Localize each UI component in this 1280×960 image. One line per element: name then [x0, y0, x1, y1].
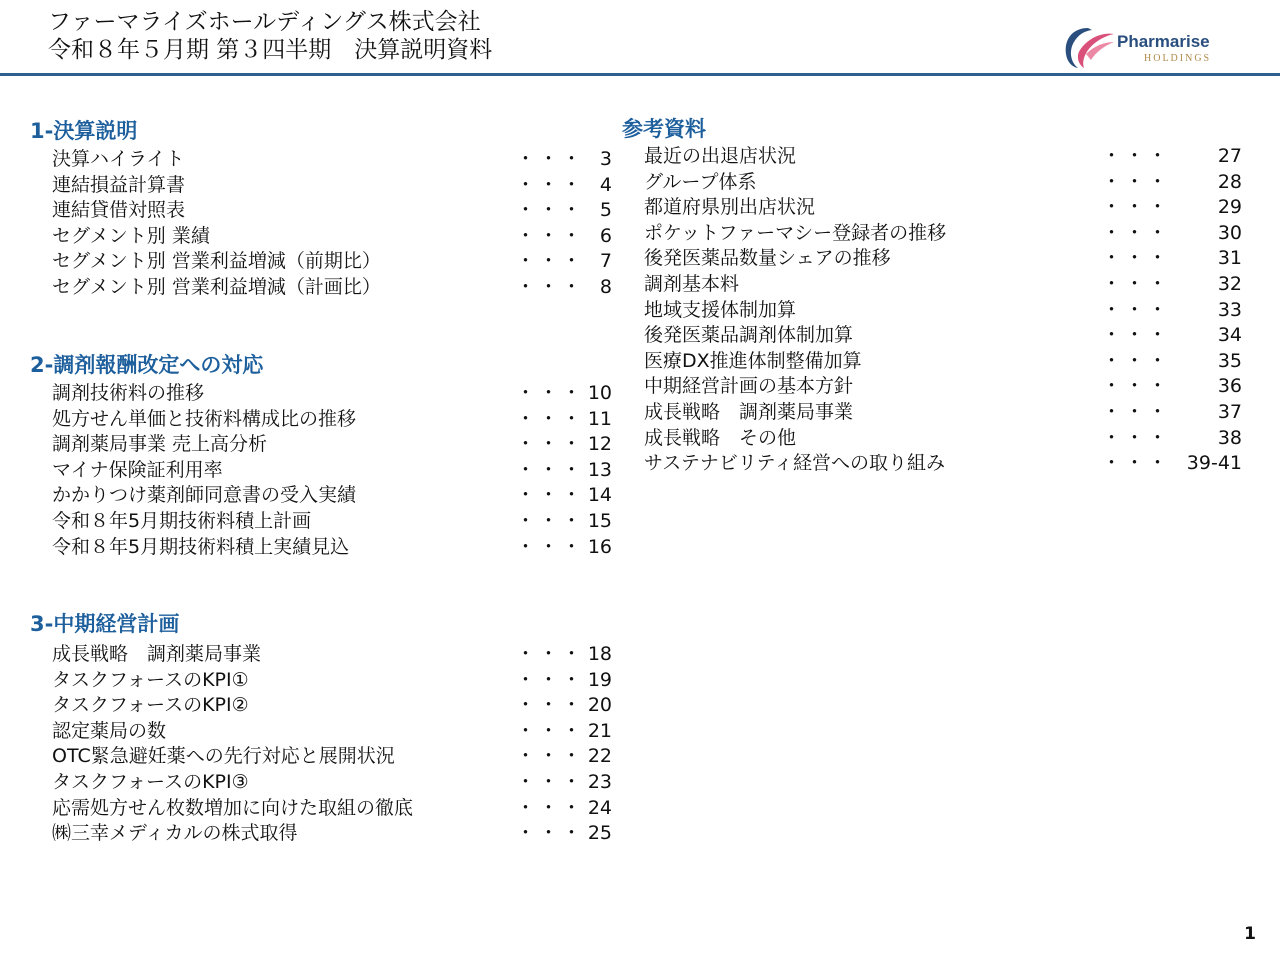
toc-dots: ・・・	[516, 382, 586, 404]
toc-dots: ・・・	[516, 509, 586, 532]
company-logo	[1058, 24, 1238, 70]
toc-label: 成長戦略 その他	[644, 426, 797, 449]
logo-swoosh-icon	[1058, 24, 1118, 70]
toc-label: 認定薬局の数	[52, 719, 167, 742]
toc-dots: ・・・	[516, 250, 586, 273]
toc-dots: ・・・	[1102, 145, 1172, 167]
toc-dots: ・・・	[1102, 247, 1172, 270]
toc-item[interactable]	[52, 483, 622, 509]
toc-item[interactable]	[52, 173, 622, 199]
slide-page-number: 1	[1244, 924, 1256, 944]
toc-item[interactable]	[52, 275, 622, 301]
toc-page-number: 28	[1217, 170, 1242, 193]
toc-dots: ・・・	[1102, 426, 1172, 449]
toc-dots: ・・・	[516, 694, 586, 717]
toc-label: 令和８年5月期技術料積上計画	[52, 509, 312, 532]
toc-page-number: 15	[587, 509, 612, 532]
toc-label: 連結損益計算書	[52, 173, 186, 196]
toc-item[interactable]	[52, 770, 622, 796]
toc-dots: ・・・	[516, 719, 586, 742]
toc-item[interactable]	[644, 195, 1244, 221]
toc-dots: ・・・	[516, 668, 586, 691]
toc-list-section-3	[52, 642, 622, 847]
toc-dots: ・・・	[516, 275, 586, 298]
toc-label: タスクフォースのKPI②	[52, 694, 249, 717]
toc-item[interactable]	[52, 224, 622, 250]
toc-label: 成長戦略 調剤薬局事業	[644, 400, 854, 423]
company-name: ファーマライズホールディングス株式会社	[48, 9, 481, 35]
toc-page-number: 30	[1217, 221, 1242, 244]
toc-page-number: 23	[587, 770, 612, 793]
toc-dots: ・・・	[516, 796, 586, 819]
toc-item[interactable]	[644, 374, 1244, 400]
toc-dots: ・・・	[516, 199, 586, 222]
toc-item[interactable]	[52, 198, 622, 224]
toc-dots: ・・・	[1102, 349, 1172, 372]
toc-label: ㈱三幸メディカルの株式取得	[52, 822, 298, 845]
toc-page-number: 7	[599, 250, 612, 273]
toc-page-number: 37	[1217, 400, 1242, 423]
logo-subtitle: HOLDINGS	[1144, 53, 1212, 64]
toc-page-number: 39-41	[1186, 452, 1242, 475]
logo-wordmark: Pharmarise	[1117, 32, 1210, 51]
toc-item[interactable]	[52, 668, 622, 694]
section-title-2: 2-調剤報酬改定への対応	[30, 353, 264, 377]
toc-label: 地域支援体制加算	[644, 298, 797, 321]
toc-page-number: 25	[587, 822, 612, 845]
toc-label: 応需処方せん枚数増加に向けた取組の徹底	[52, 796, 414, 819]
toc-item[interactable]	[52, 432, 622, 458]
toc-page-number: 5	[599, 199, 612, 222]
toc-page-number: 13	[587, 458, 612, 481]
toc-label: グループ体系	[644, 170, 757, 193]
toc-label: 都道府県別出店状況	[644, 196, 816, 219]
toc-page-number: 24	[587, 796, 612, 819]
toc-label: 医療DX推進体制整備加算	[644, 349, 862, 372]
toc-item[interactable]	[644, 400, 1244, 426]
toc-label: 後発医薬品数量シェアの推移	[644, 247, 891, 270]
toc-page-number: 16	[587, 535, 612, 558]
toc-page-number: 4	[599, 173, 612, 196]
toc-label: タスクフォースのKPI③	[52, 770, 249, 793]
toc-page-number: 32	[1217, 272, 1242, 295]
toc-dots: ・・・	[516, 770, 586, 793]
toc-item[interactable]	[52, 744, 622, 770]
toc-item[interactable]	[52, 535, 622, 561]
toc-label: セグメント別 営業利益増減（計画比）	[52, 275, 381, 298]
toc-dots: ・・・	[516, 224, 586, 247]
toc-page-number: 35	[1217, 349, 1242, 372]
toc-label: 後発医薬品調剤体制加算	[644, 324, 854, 347]
toc-dots: ・・・	[1102, 400, 1172, 423]
toc-item[interactable]	[644, 221, 1244, 247]
toc-label: 最近の出退店状況	[644, 145, 797, 167]
toc-page-number: 31	[1217, 247, 1242, 270]
toc-item[interactable]	[52, 458, 622, 484]
toc-label: 成長戦略 調剤薬局事業	[52, 643, 262, 665]
toc-item[interactable]	[52, 509, 622, 535]
toc-dots: ・・・	[516, 433, 586, 456]
toc-label: マイナ保険証利用率	[52, 458, 223, 481]
toc-item[interactable]	[644, 323, 1244, 349]
toc-label: 調剤基本料	[644, 272, 740, 295]
toc-page-number: 11	[587, 407, 612, 430]
toc-page-number: 33	[1217, 298, 1242, 321]
toc-dots: ・・・	[1102, 375, 1172, 398]
toc-list-section-1	[52, 147, 622, 301]
toc-dots: ・・・	[1102, 170, 1172, 193]
toc-label: タスクフォースのKPI①	[52, 668, 249, 691]
toc-dots: ・・・	[1102, 272, 1172, 295]
toc-item[interactable]	[52, 249, 622, 275]
toc-page-number: 29	[1217, 196, 1242, 219]
toc-label: サステナビリティ経営への取り組み	[644, 452, 945, 475]
toc-dots: ・・・	[1102, 324, 1172, 347]
toc-label: 決算ハイライト	[52, 148, 185, 170]
toc-item[interactable]	[52, 147, 622, 173]
toc-label: かかりつけ薬剤師同意書の受入実績	[52, 484, 357, 507]
toc-dots: ・・・	[516, 173, 586, 196]
toc-label: セグメント別 業績	[52, 224, 210, 247]
header-divider	[0, 73, 1280, 76]
toc-label: セグメント別 営業利益増減（前期比）	[52, 250, 381, 273]
toc-dots: ・・・	[516, 745, 586, 768]
toc-dots: ・・・	[1102, 221, 1172, 244]
toc-item[interactable]	[52, 796, 622, 822]
toc-label: 調剤技術料の推移	[52, 382, 205, 404]
section-title-reference: 参考資料	[622, 117, 706, 141]
toc-item[interactable]	[644, 298, 1244, 324]
toc-page-number: 27	[1217, 145, 1242, 167]
toc-dots: ・・・	[516, 407, 586, 430]
toc-dots: ・・・	[516, 484, 586, 507]
toc-label: 連結貸借対照表	[52, 199, 186, 222]
toc-dots: ・・・	[516, 535, 586, 558]
toc-page-number: 36	[1217, 375, 1242, 398]
toc-page-number: 3	[599, 148, 612, 170]
toc-label: 中期経営計画の基本方針	[644, 375, 854, 398]
toc-dots: ・・・	[516, 458, 586, 481]
toc-dots: ・・・	[516, 822, 586, 845]
toc-dots: ・・・	[1102, 196, 1172, 219]
toc-item[interactable]	[52, 693, 622, 719]
toc-page-number: 14	[587, 484, 612, 507]
toc-page-number: 21	[587, 719, 612, 742]
toc-page-number: 19	[587, 668, 612, 691]
report-title: 令和８年５月期 第３四半期 決算説明資料	[48, 37, 493, 63]
toc-page-number: 6	[599, 224, 612, 247]
section-title-1: 1-決算説明	[30, 119, 138, 143]
toc-dots: ・・・	[516, 148, 586, 170]
toc-label: 処方せん単価と技術料構成比の推移	[52, 407, 357, 430]
toc-item[interactable]	[644, 246, 1244, 272]
toc-item[interactable]	[52, 821, 622, 847]
toc-item[interactable]	[52, 642, 622, 668]
toc-item[interactable]	[52, 407, 622, 433]
toc-label: ポケットファーマシー登録者の推移	[644, 221, 947, 244]
toc-list-reference	[644, 144, 1244, 477]
toc-dots: ・・・	[1102, 298, 1172, 321]
toc-page-number: 12	[587, 433, 612, 456]
toc-dots: ・・・	[516, 643, 586, 665]
toc-item[interactable]	[644, 272, 1244, 298]
toc-page-number: 20	[587, 694, 612, 717]
toc-item[interactable]	[644, 170, 1244, 196]
toc-page-number: 18	[587, 643, 612, 665]
toc-item[interactable]	[644, 426, 1244, 452]
toc-page-number: 38	[1217, 426, 1242, 449]
toc-page-number: 22	[587, 745, 612, 768]
toc-page-number: 8	[599, 275, 612, 298]
toc-list-section-2	[52, 381, 622, 560]
toc-item[interactable]	[644, 144, 1244, 170]
toc-dots: ・・・	[1102, 452, 1172, 475]
toc-item[interactable]	[52, 381, 622, 407]
toc-item[interactable]	[644, 451, 1244, 477]
toc-page-number: 34	[1217, 324, 1242, 347]
toc-item[interactable]	[52, 719, 622, 745]
section-title-3: 3-中期経営計画	[30, 612, 180, 636]
toc-label: 調剤薬局事業 売上高分析	[52, 433, 268, 456]
toc-page-number: 10	[587, 382, 612, 404]
toc-label: OTC緊急避妊薬への先行対応と展開状況	[52, 745, 395, 768]
toc-label: 令和８年5月期技術料積上実績見込	[52, 535, 350, 558]
document-title	[48, 8, 492, 64]
toc-item[interactable]	[644, 349, 1244, 375]
